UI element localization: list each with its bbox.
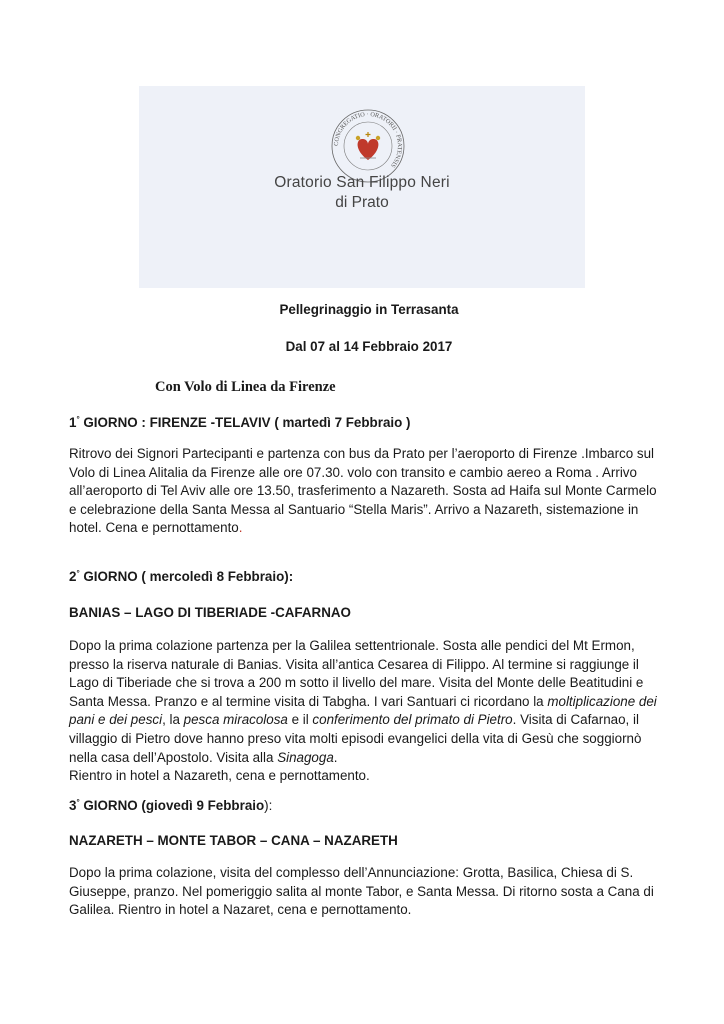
day3-heading-end: ):: [264, 798, 273, 813]
document-title: Pellegrinaggio in Terrasanta: [279, 302, 459, 317]
day2-text: Dopo la prima colazione partenza per la Galilea settentrionale. Sosta alle pendici del Mt Ermon, presso la riserva naturale di Banias. Visita all’antica Cesarea di Filippo. Al termine si raggiunge il Lago di Tiberiade che si trova a 200 m sotto il livello del mare. Visita del Monte delle Beatitudini e Santa Messa. Pranzo e al termine visita di Tabgha. I vari Santuari ci ricordano la: [69, 638, 644, 709]
day2-italic-text: pesca miracolosa: [183, 712, 288, 728]
day2-italic-text: conferimento del primato di Pietro: [312, 712, 513, 728]
degree-sign: °: [76, 798, 80, 807]
day3-heading-text: GIORNO (giovedì 9 Febbraio: [79, 798, 265, 813]
day2-text: .: [333, 749, 338, 765]
day3-heading: [69, 797, 659, 816]
day2-text: , la: [162, 712, 184, 728]
day2-number: 2: [69, 569, 77, 584]
svg-text:CONGREGATIO · ORATORII · PRATE: CONGREGATIO · ORATORII · PRATENSIS: [332, 110, 404, 169]
day2-italic-text: Sinagoga: [277, 749, 334, 765]
day2-text: . Visita di Cafarnao, il villaggio di Pietro dove hanno preso vita molti episodi evangelici della vita di Gesù che soggiornò nella casa dell’Apostolo. Visita alla: [69, 712, 642, 765]
oratory-seal-logo: [330, 108, 406, 184]
day1-number: 1: [69, 415, 77, 430]
day2-heading: [69, 568, 659, 587]
day3-number: 3: [69, 798, 77, 813]
day3-description: Dopo la prima colazione, visita del complesso dell’Annunciazione: Grotta, Basilica, Chiesa di S. Giuseppe, pranzo. Nel pomeriggio salita al monte Tabor, e Santa Messa. Di ritorno sosta a Cana di Galilea. Rientro in hotel a Nazaret, cena e pernottamento.: [69, 865, 654, 918]
banner-title: Oratorio San Filippo Neri: [274, 174, 450, 191]
day2-italic-text: moltiplicazione dei pani e dei pesci: [69, 693, 657, 728]
day1-heading: [69, 414, 659, 433]
day2-heading-text: GIORNO ( mercoledì 8 Febbraio):: [79, 569, 294, 584]
day1-description: [69, 445, 659, 538]
degree-sign: °: [76, 569, 80, 578]
flight-info: Con Volo di Linea da Firenze: [155, 379, 336, 395]
day1-final-dot: .: [238, 520, 243, 536]
banner-subtitle: di Prato: [335, 194, 389, 211]
day2-route: BANIAS – LAGO DI TIBERIADE -CAFARNAO: [69, 605, 351, 620]
day1-text: Ritrovo dei Signori Partecipanti e partenza con bus da Prato per l’aeroporto di Firenze .Imbarco sul Volo di Linea Alitalia da Firenze alle ore 07.30. volo con transito e cambio aereo a Roma . Arrivo all’aeroporto di Tel Aviv alle ore 13.50, trasferimento a Nazareth. Sosta ad Haifa sul Monte Carmelo e celebrazione della Santa Messa al Santuario “Stella Maris”. Arrivo a Nazareth, sistemazione in hotel. Cena e pernottamento: [69, 446, 657, 536]
day1-heading-text: GIORNO : FIRENZE -TELAVIV ( martedì 7 Febbraio ): [79, 415, 411, 430]
day3-route: NAZARETH – MONTE TABOR – CANA – NAZARETH: [69, 833, 398, 848]
trip-dates: Dal 07 al 14 Febbraio 2017: [285, 339, 453, 354]
degree-sign: °: [76, 415, 80, 424]
day2-description: [69, 637, 659, 786]
day2-text: e il: [287, 712, 313, 728]
day2-return: Rientro in hotel a Nazareth, cena e pernottamento.: [69, 768, 370, 784]
header-banner: [139, 86, 585, 288]
